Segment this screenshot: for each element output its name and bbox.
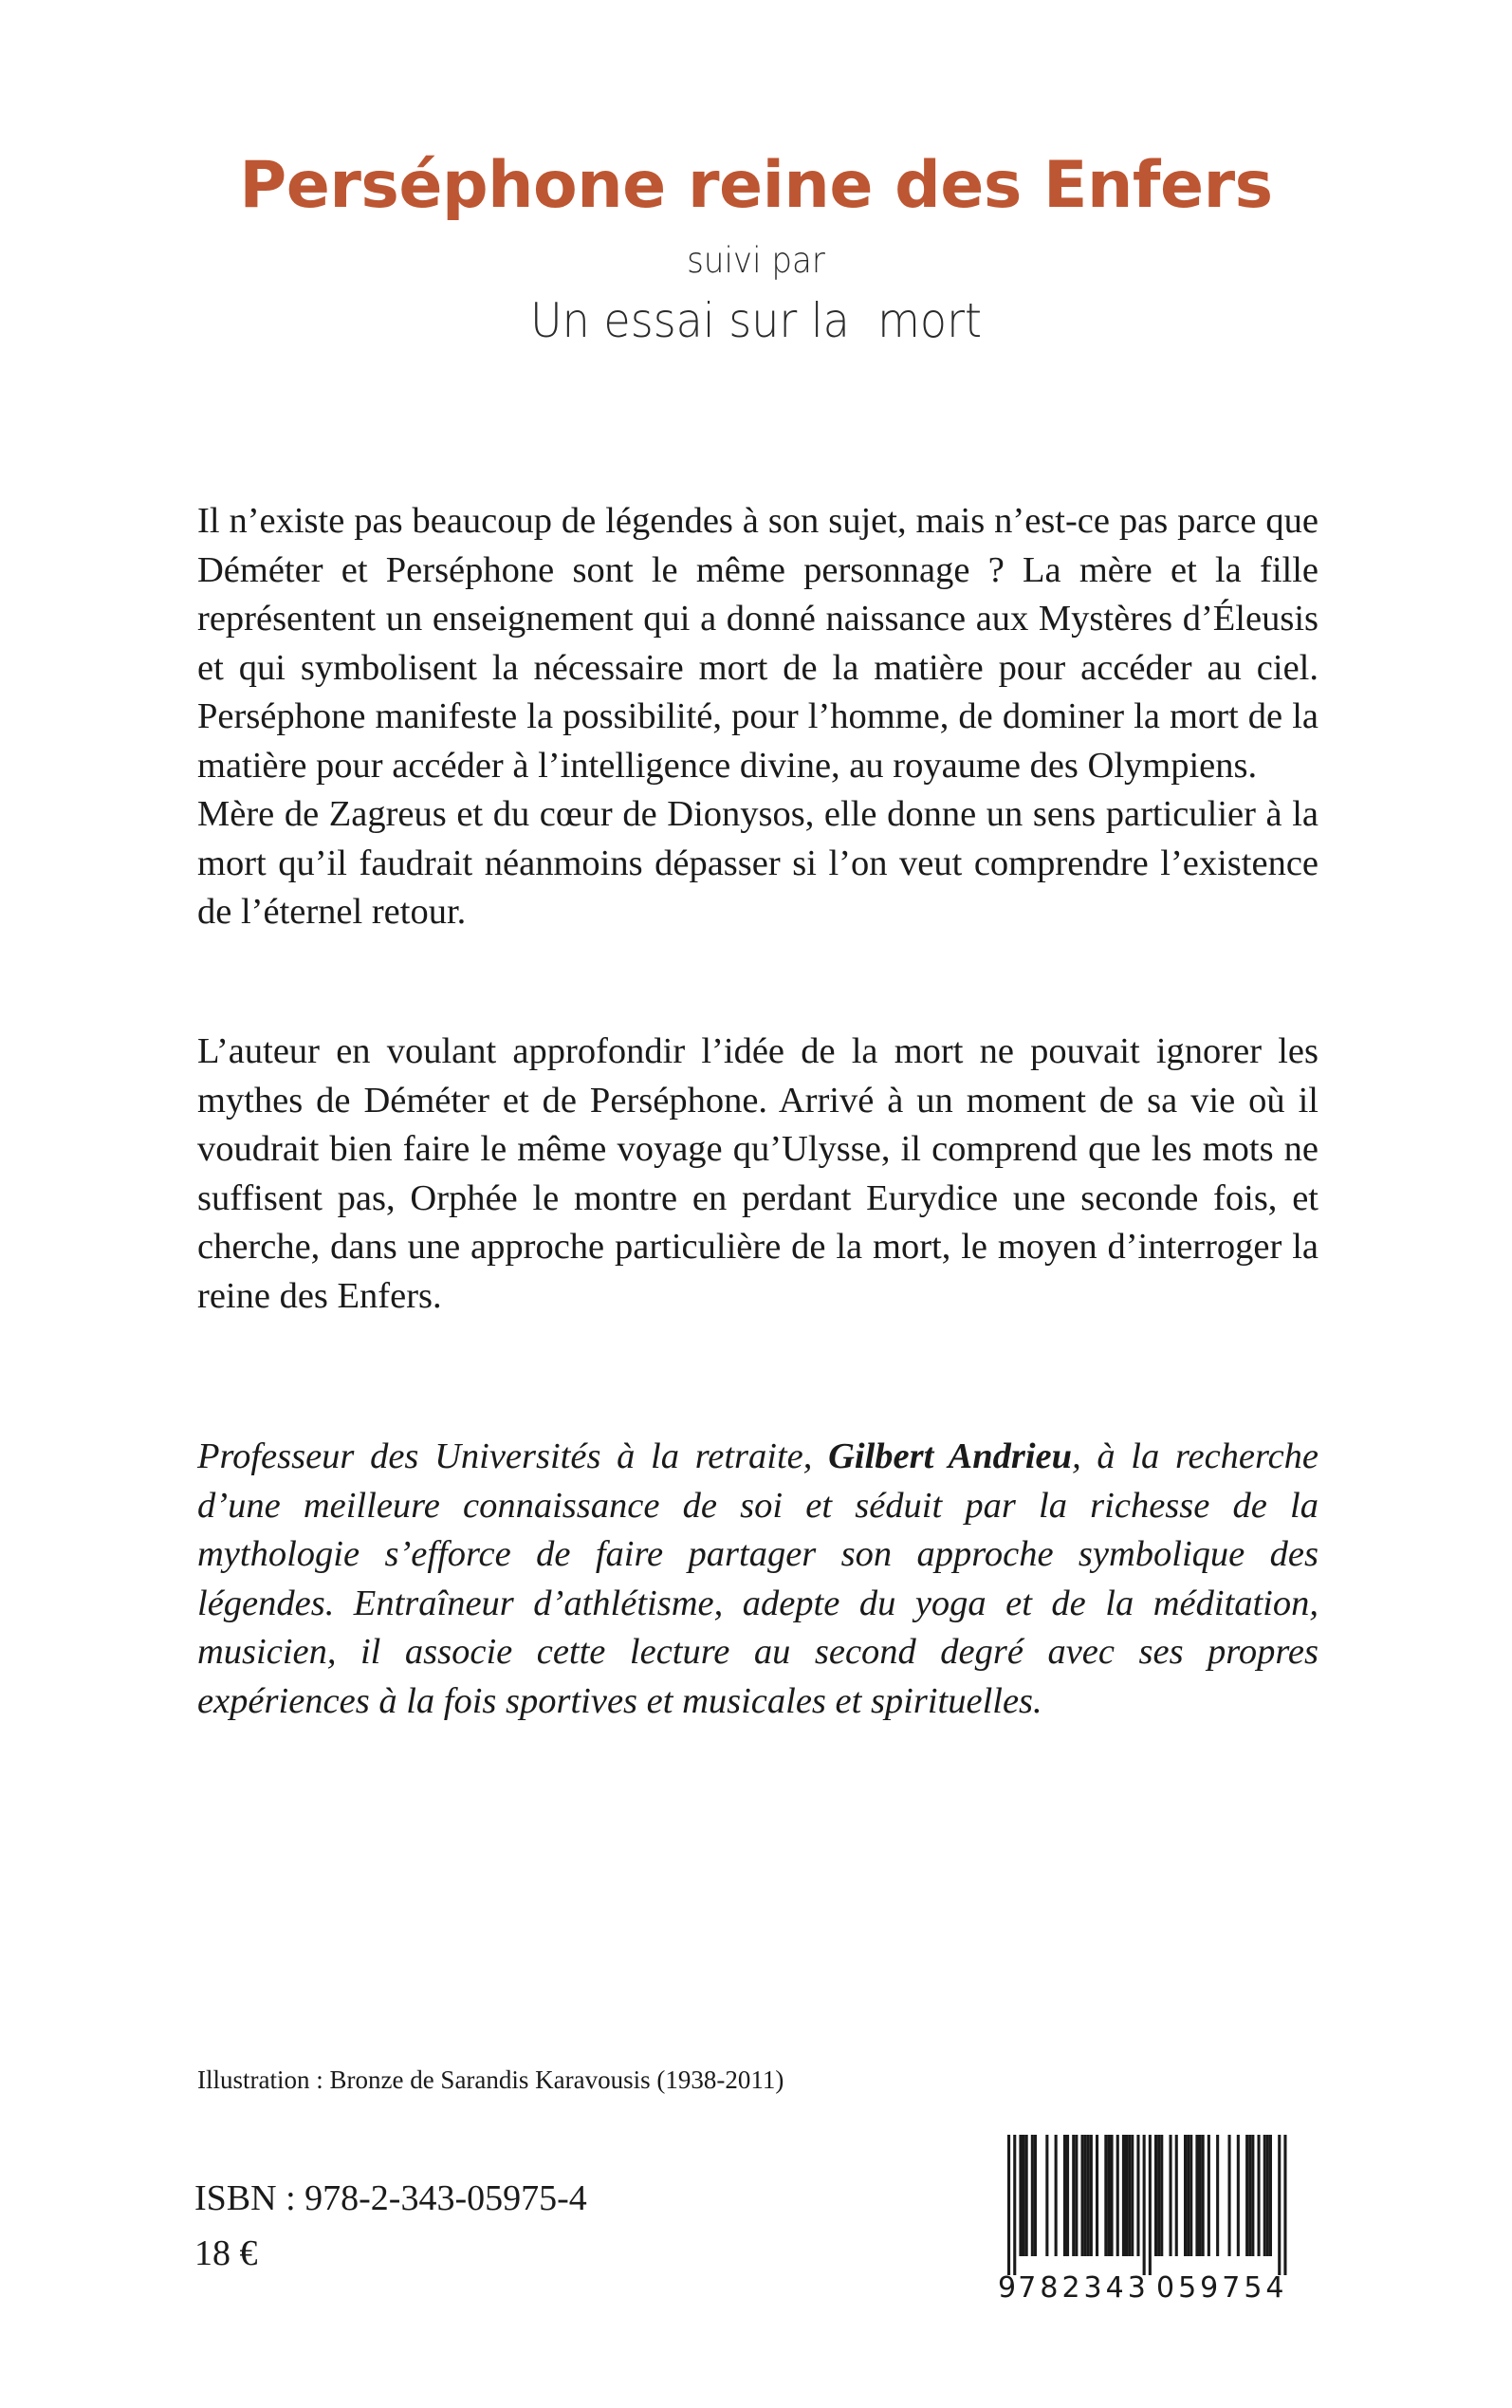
author-name: Gilbert Andrieu bbox=[828, 1436, 1073, 1476]
isbn-text: ISBN : 978-2-343-05975-4 bbox=[194, 2178, 587, 2218]
blurb-paragraph-1: Il n’existe pas beaucoup de légendes à son sujet, mais n’est-ce pas parce que Déméter et Perséphone sont le même personnage ? La mère et la fille représentent un enseignement qui a donné naissance aux Mystères d’Éleusis et qui symbolisent la nécessaire mort de la matière pour accéder au ciel. Perséphone manifeste la possibilité, pour l’homme, de dominer la mort de la matière pour accéder à l’intelligence divine, au royaume des Olympiens. bbox=[197, 501, 1318, 786]
barcode bbox=[996, 2123, 1318, 2304]
barcode-left-guard-digit: 9 bbox=[998, 2271, 1017, 2304]
barcode-svg bbox=[996, 2123, 1318, 2304]
blurb-section-one bbox=[197, 497, 1318, 937]
followed-by-label: suivi par bbox=[687, 240, 825, 281]
barcode-digits-group-2: 059754 bbox=[1156, 2271, 1288, 2304]
blurb-paragraph-3: L’auteur en voulant approfondir l’idée de la mort ne pouvait ignorer les mythes de Déméter et de Perséphone. Arrivé à un moment de sa vie où il voudrait bien faire le même voyage qu’Ulysse, il comprend que les mots ne suffisent pas, Orphée le montre en perdant Eurydice une seconde fois, et cherche, dans une approche particulière de la mort, le moyen d’interroger la reine des Enfers. bbox=[197, 1031, 1318, 1316]
blurb-paragraph-2: Mère de Zagreus et du cœur de Dionysos, elle donne un sens particulier à la mort qu’il faudrait néanmoins dépasser si l’on veut comprendre l’existence de l’éternel retour. bbox=[197, 794, 1318, 932]
subtitle: Un essai sur la mort bbox=[529, 293, 983, 348]
page-title: Perséphone reine des Enfers bbox=[239, 148, 1273, 223]
author-bio bbox=[197, 1433, 1318, 1726]
title-block bbox=[0, 148, 1512, 348]
author-bio-part-1: Professeur des Universités à la retraite, bbox=[197, 1436, 829, 1476]
price-text: 18 € bbox=[194, 2233, 258, 2273]
blurb-section-two bbox=[197, 1028, 1318, 1321]
author-bio-part-2: , à la recherche d’une meilleure connaissance de soi et séduit par la richesse de la mythologie s’efforce de faire partager son approche symbolique des légendes. Entraîneur d’athlétisme, adepte du yoga et de la méditation, musicien, il associe cette lecture au second degré avec ses propres expériences à la fois sportives et musicales et spirituelles. bbox=[197, 1436, 1318, 1721]
illustration-credit: Illustration : Bronze de Sarandis Karavousis (1938-2011) bbox=[197, 2065, 784, 2094]
barcode-digits-group-1: 782343 bbox=[1018, 2271, 1150, 2304]
